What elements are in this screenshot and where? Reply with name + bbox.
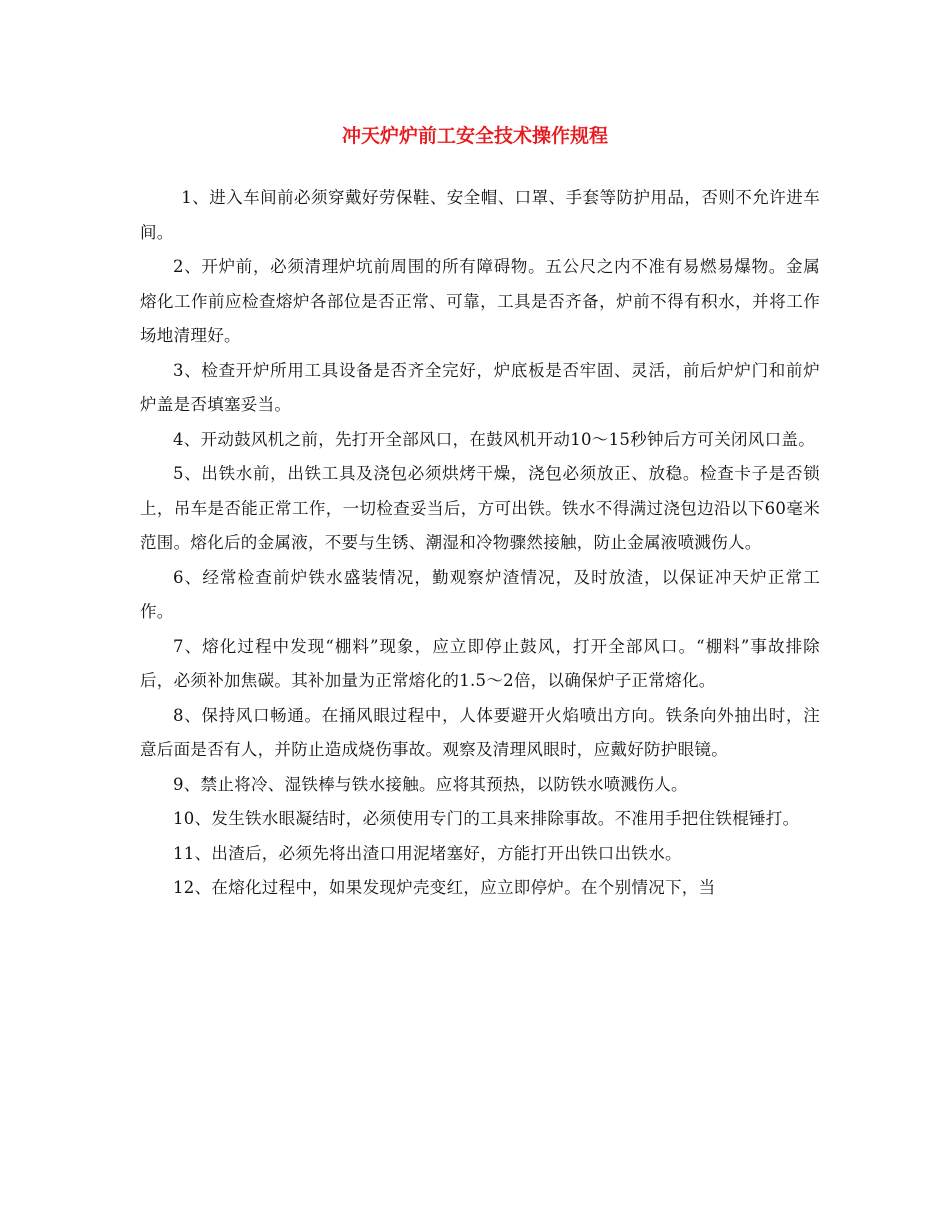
paragraph-4: 4、开动鼓风机之前，先打开全部风口，在鼓风机开动10～15秒钟后方可关闭风口盖。: [173, 429, 815, 449]
paragraph-7: 7、熔化过程中发现“棚料”现象，应立即停止鼓风，打开全部风口。“棚料”事故排除后，必须补加焦碳。其补加量为正常熔化的1.5～2倍，以确保炉子正常熔化。: [140, 636, 820, 690]
paragraph-1: 1、进入车间前必须穿戴好劳保鞋、安全帽、口罩、手套等防护用品，否则不允许进车间。: [140, 188, 820, 242]
paragraph-10: 10、发生铁水眼凝结时，必须使用专门的工具来排除事故。不准用手把住铁棍锤打。: [173, 809, 800, 828]
paragraph-2: 2、开炉前，必须清理炉坑前周围的所有障碍物。五公尺之内不准有易燃易爆物。金属熔化工作前应检查熔炉各部位是否正常、可靠，工具是否齐备，炉前不得有积水，并将工作场地清理好。: [140, 257, 820, 345]
paragraph-5: 5、出铁水前，出铁工具及浇包必须烘烤干燥，浇包必须放正、放稳。检查卡子是否锁上，吊车是否能正常工作，一切检查妥当后，方可出铁。铁水不得满过浇包边沿以下60毫米范围。熔化后的金属液，不要与生锈、潮湿和冷物骤然接触，防止金属液喷溅伤人。: [140, 464, 820, 552]
document-body: [140, 181, 820, 906]
paragraph-3: 3、检查开炉所用工具设备是否齐全完好，炉底板是否牢固、灵活，前后炉炉门和前炉炉盖是否填塞妥当。: [140, 360, 820, 414]
paragraph-12: 12、在熔化过程中，如果发现炉壳变红，应立即停炉。在个别情况下，当: [173, 878, 716, 897]
paragraph-8: 8、保持风口畅通。在捅风眼过程中，人体要避开火焰喷出方向。铁条向外抽出时，注意后面是否有人，并防止造成烧伤事故。观察及清理风眼时，应戴好防护眼镜。: [140, 705, 820, 759]
paragraph-6: 6、经常检查前炉铁水盛装情况，勤观察炉渣情况，及时放渣，以保证冲天炉正常工作。: [140, 567, 820, 621]
document-title: 冲天炉炉前工安全技术操作规程: [341, 125, 608, 147]
paragraph-9: 9、禁止将冷、湿铁棒与铁水接触。应将其预热，以防铁水喷溅伤人。: [173, 774, 688, 794]
paragraph-11: 11、出渣后，必须先将出渣口用泥堵塞好，方能打开出铁口出铁水。: [173, 843, 682, 863]
